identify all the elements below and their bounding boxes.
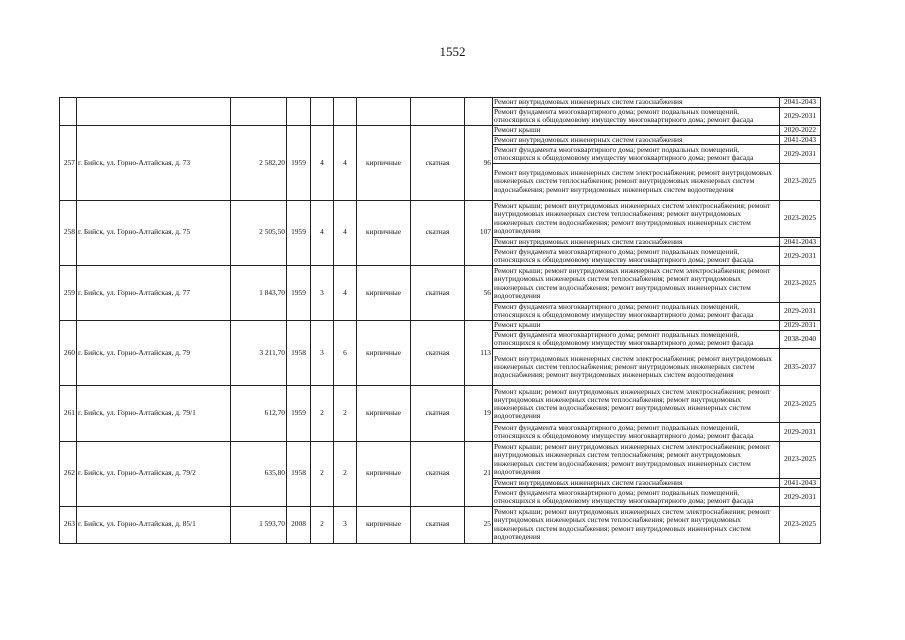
building-address: г. Бийск, ул. Горно-Алтайская, д. 75 (77, 200, 231, 265)
work-period: 2029-2031 (780, 107, 821, 126)
build-year: 2008 (287, 506, 311, 543)
work-description: Ремонт фундамента многоквартирного дома; ремонт подвальных помещений, относящихся к общедомовому имуществу многоквартирного дома; ремонт фасада (493, 488, 780, 507)
row-number: 262 (60, 441, 77, 506)
floor-count: 3 (311, 265, 334, 321)
empty-cell-area (231, 98, 287, 126)
empty-cell-num (60, 98, 77, 126)
empty-cell-residents (465, 98, 493, 126)
wall-material: кирпичные (357, 441, 411, 506)
row-number: 258 (60, 200, 77, 265)
empty-cell-wall (357, 98, 411, 126)
resident-count: 56 (465, 265, 493, 321)
work-period: 2029-2031 (780, 302, 821, 321)
work-period: 2029-2031 (780, 247, 821, 266)
work-description: Ремонт внутридомовых инженерных систем электроснабжения; ремонт внутридомовых инженерных систем теплоснабжения; ремонт внутридомовых инженерных систем водоснабжения; ремонт внутридомовых инженерных систем водоотведения (493, 349, 780, 386)
row-number: 263 (60, 506, 77, 543)
work-period: 2041-2043 (780, 478, 821, 488)
table-row (60, 98, 821, 108)
resident-count: 96 (465, 126, 493, 201)
wall-material: кирпичные (357, 386, 411, 442)
building-area: 1 593,70 (231, 506, 287, 543)
resident-count: 113 (465, 321, 493, 386)
roof-type: скатная (411, 265, 465, 321)
work-description: Ремонт крыши (493, 126, 780, 136)
row-number: 261 (60, 386, 77, 442)
work-description: Ремонт крыши; ремонт внутридомовых инженерных систем электроснабжения; ремонт внутридомовых инженерных систем теплоснабжения; ремонт внутридомовых инженерных систем водоснабжения; ремонт внутридомовых инженерных систем водоотведения (493, 386, 780, 423)
table-row (60, 321, 821, 331)
building-area: 1 843,70 (231, 265, 287, 321)
wall-material: кирпичные (357, 265, 411, 321)
building-area: 2 582,20 (231, 126, 287, 201)
building-address: г. Бийск, ул. Горно-Алтайская, д. 77 (77, 265, 231, 321)
work-period: 2035-2037 (780, 349, 821, 386)
work-description: Ремонт крыши; ремонт внутридомовых инженерных систем электроснабжения; ремонт внутридомовых инженерных систем теплоснабжения; ремонт внутридомовых инженерных систем водоснабжения; ремонт внутридомовых инженерных систем водоотведения (493, 200, 780, 237)
roof-type: скатная (411, 386, 465, 442)
work-description: Ремонт фундамента многоквартирного дома; ремонт подвальных помещений, относящихся к общедомовому имуществу многоквартирного дома; ремонт фасада (493, 302, 780, 321)
work-description: Ремонт крыши; ремонт внутридомовых инженерных систем электроснабжения; ремонт внутридомовых инженерных систем теплоснабжения; ремонт внутридомовых инженерных систем водоснабжения; ремонт внутридомовых инженерных систем водоотведения (493, 265, 780, 302)
work-period: 2023-2025 (780, 506, 821, 543)
building-address: г. Бийск, ул. Горно-Алтайская, д. 73 (77, 126, 231, 201)
wall-material: кирпичные (357, 126, 411, 201)
entrance-count: 4 (334, 200, 357, 265)
floor-count: 4 (311, 126, 334, 201)
build-year: 1958 (287, 321, 311, 386)
floor-count: 4 (311, 200, 334, 265)
work-period: 2023-2025 (780, 163, 821, 200)
floor-count: 2 (311, 386, 334, 442)
repair-program-table (59, 97, 821, 544)
building-address: г. Бийск, ул. Горно-Алтайская, д. 85/1 (77, 506, 231, 543)
entrance-count: 2 (334, 441, 357, 506)
work-description: Ремонт внутридомовых инженерных систем электроснабжения; ремонт внутридомовых инженерных систем теплоснабжения; ремонт внутридомовых инженерных систем водоснабжения; ремонт внутридомовых инженерных систем водоотведения (493, 163, 780, 200)
resident-count: 107 (465, 200, 493, 265)
building-area: 635,80 (231, 441, 287, 506)
work-description: Ремонт внутридомовых инженерных систем газоснабжения (493, 237, 780, 247)
building-area: 3 211,70 (231, 321, 287, 386)
floor-count: 3 (311, 321, 334, 386)
work-description: Ремонт фундамента многоквартирного дома; ремонт подвальных помещений, относящихся к общедомовому имуществу многоквартирного дома; ремонт фасада (493, 330, 780, 349)
work-period: 2038-2040 (780, 330, 821, 349)
work-description: Ремонт фундамента многоквартирного дома; ремонт подвальных помещений, относящихся к общедомовому имуществу многоквартирного дома; ремонт фасада (493, 107, 780, 126)
work-period: 2041-2043 (780, 237, 821, 247)
work-description: Ремонт фундамента многоквартирного дома; ремонт подвальных помещений, относящихся к общедомовому имуществу многоквартирного дома; ремонт фасада (493, 423, 780, 442)
empty-cell-floors (311, 98, 334, 126)
roof-type: скатная (411, 441, 465, 506)
work-period: 2029-2031 (780, 488, 821, 507)
table-row (60, 441, 821, 478)
building-area: 612,70 (231, 386, 287, 442)
work-period: 2029-2031 (780, 145, 821, 164)
resident-count: 19 (465, 386, 493, 442)
work-period: 2020-2022 (780, 126, 821, 136)
work-description: Ремонт крыши; ремонт внутридомовых инженерных систем электроснабжения; ремонт внутридомовых инженерных систем теплоснабжения; ремонт внутридомовых инженерных систем водоснабжения; ремонт внутридомовых инженерных систем водоотведения (493, 506, 780, 543)
entrance-count: 2 (334, 386, 357, 442)
work-period: 2041-2043 (780, 98, 821, 108)
empty-cell-roof (411, 98, 465, 126)
table-row (60, 126, 821, 136)
row-number: 259 (60, 265, 77, 321)
resident-count: 21 (465, 441, 493, 506)
entrance-count: 3 (334, 506, 357, 543)
work-description: Ремонт крыши; ремонт внутридомовых инженерных систем электроснабжения; ремонт внутридомовых инженерных систем теплоснабжения; ремонт внутридомовых инженерных систем водоснабжения; ремонт внутридомовых инженерных систем водоотведения (493, 441, 780, 478)
build-year: 1958 (287, 441, 311, 506)
build-year: 1959 (287, 126, 311, 201)
work-period: 2029-2031 (780, 321, 821, 331)
building-address: г. Бийск, ул. Горно-Алтайская, д. 79 (77, 321, 231, 386)
table-row (60, 386, 821, 423)
table-row (60, 506, 821, 543)
table-row (60, 200, 821, 237)
work-period: 2023-2025 (780, 265, 821, 302)
entrance-count: 4 (334, 265, 357, 321)
floor-count: 2 (311, 506, 334, 543)
work-description: Ремонт крыши (493, 321, 780, 331)
work-description: Ремонт внутридомовых инженерных систем газоснабжения (493, 98, 780, 108)
resident-count: 25 (465, 506, 493, 543)
building-address: г. Бийск, ул. Горно-Алтайская, д. 79/1 (77, 386, 231, 442)
empty-cell-addr (77, 98, 231, 126)
roof-type: скатная (411, 506, 465, 543)
row-number: 260 (60, 321, 77, 386)
work-period: 2041-2043 (780, 135, 821, 145)
entrance-count: 6 (334, 321, 357, 386)
wall-material: кирпичные (357, 506, 411, 543)
wall-material: кирпичные (357, 200, 411, 265)
build-year: 1959 (287, 200, 311, 265)
row-number: 257 (60, 126, 77, 201)
building-area: 2 505,50 (231, 200, 287, 265)
roof-type: скатная (411, 321, 465, 386)
page-number: 1552 (439, 44, 466, 59)
roof-type: скатная (411, 126, 465, 201)
empty-cell-entrances (334, 98, 357, 126)
work-description: Ремонт фундамента многоквартирного дома; ремонт подвальных помещений, относящихся к общедомовому имуществу многоквартирного дома; ремонт фасада (493, 247, 780, 266)
entrance-count: 4 (334, 126, 357, 201)
work-period: 2023-2025 (780, 386, 821, 423)
work-period: 2023-2025 (780, 200, 821, 237)
roof-type: скатная (411, 200, 465, 265)
work-period: 2029-2031 (780, 423, 821, 442)
build-year: 1959 (287, 386, 311, 442)
wall-material: кирпичные (357, 321, 411, 386)
build-year: 1959 (287, 265, 311, 321)
table-row (60, 265, 821, 302)
building-address: г. Бийск, ул. Горно-Алтайская, д. 79/2 (77, 441, 231, 506)
floor-count: 2 (311, 441, 334, 506)
work-period: 2023-2025 (780, 441, 821, 478)
work-description: Ремонт внутридомовых инженерных систем газоснабжения (493, 478, 780, 488)
work-description: Ремонт фундамента многоквартирного дома; ремонт подвальных помещений, относящихся к общедомовому имуществу многоквартирного дома; ремонт фасада (493, 145, 780, 164)
work-description: Ремонт внутридомовых инженерных систем газоснабжения (493, 135, 780, 145)
empty-cell-year (287, 98, 311, 126)
